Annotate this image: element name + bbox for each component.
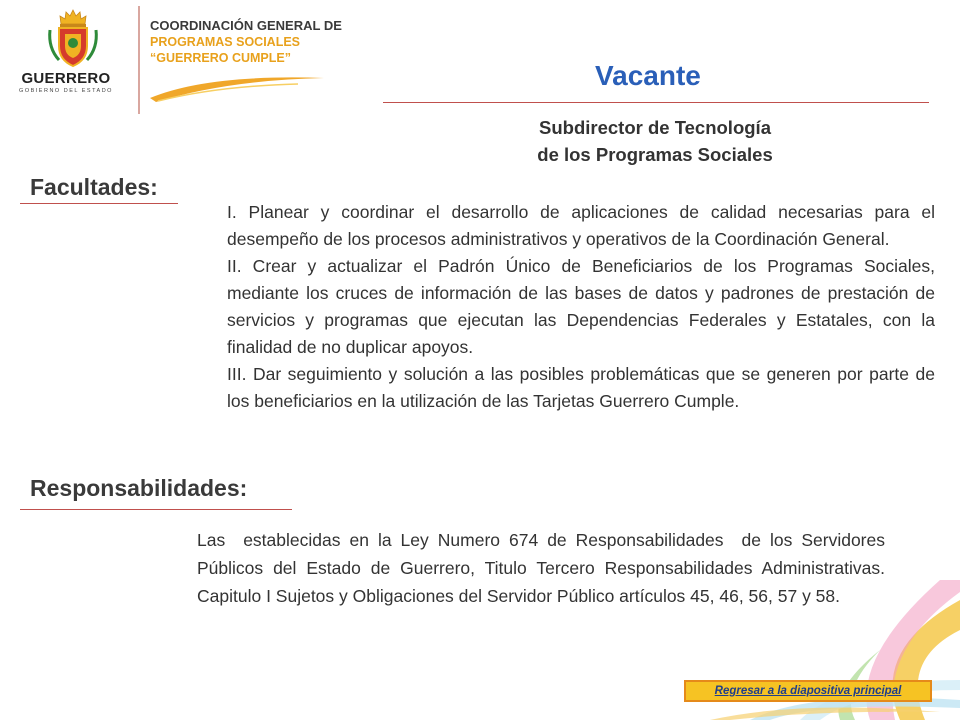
vacancy-label: Vacante — [595, 60, 701, 91]
responsabilidades-rule — [20, 509, 292, 510]
coordination-title-line2: PROGRAMAS SOCIALES — [150, 35, 301, 49]
facultad-item: I. Planear y coordinar el desarrollo de aplicaciones de calidad necesarias para el desempeño de los procesos administrativos y operativos de la Coordinación General. — [227, 202, 935, 249]
position-title — [470, 114, 840, 168]
back-to-main-slide-button[interactable]: Regresar a la diapositiva principal — [684, 680, 932, 702]
facultades-heading: Facultades: — [30, 174, 158, 200]
vacancy-rule — [383, 102, 929, 103]
logo-wordmark: GUERRERO — [21, 70, 111, 87]
logo-subtitle: GOBIERNO DEL ESTADO — [19, 88, 113, 94]
facultad-item: II. Crear y actualizar el Padrón Único de Beneficiarios de los Programas Sociales, mediante los cruces de información de las bases de datos y padrones de prestación de servicios y programas que ejecutan las Dependencias Federales y Estatales, con la finalidad de no duplicar apoyos. — [227, 256, 935, 357]
responsabilidades-heading: Responsabilidades: — [30, 475, 248, 501]
swoosh-decoration — [148, 64, 328, 104]
facultad-item: III. Dar seguimiento y solución a las posibles problemáticas que se generen por parte de los beneficiarios en la utilización de las Tarjetas Guerrero Cumple. — [227, 364, 935, 411]
header-divider — [138, 6, 140, 114]
coordination-title-line3: “GUERRERO CUMPLE” — [150, 51, 291, 65]
guerrero-coat-of-arms-logo — [14, 8, 132, 112]
facultades-rule — [20, 203, 178, 204]
responsabilidades-text: Las establecidas en la Ley Numero 674 de Responsabilidades de los Servidores Públicos del Estado de Guerrero, Titulo Tercero Responsabilidades Administrativas. Capitulo I Sujetos y Obligaciones del Servidor Público artículos 45, 46, 56, 57 y 58. — [197, 530, 890, 606]
position-title-line1: Subdirector de Tecnología — [539, 117, 771, 138]
position-title-line2: de los Programas Sociales — [537, 144, 773, 165]
coordination-title-line1: COORDINACIÓN GENERAL DE — [150, 18, 342, 33]
facultades-list — [227, 199, 935, 415]
